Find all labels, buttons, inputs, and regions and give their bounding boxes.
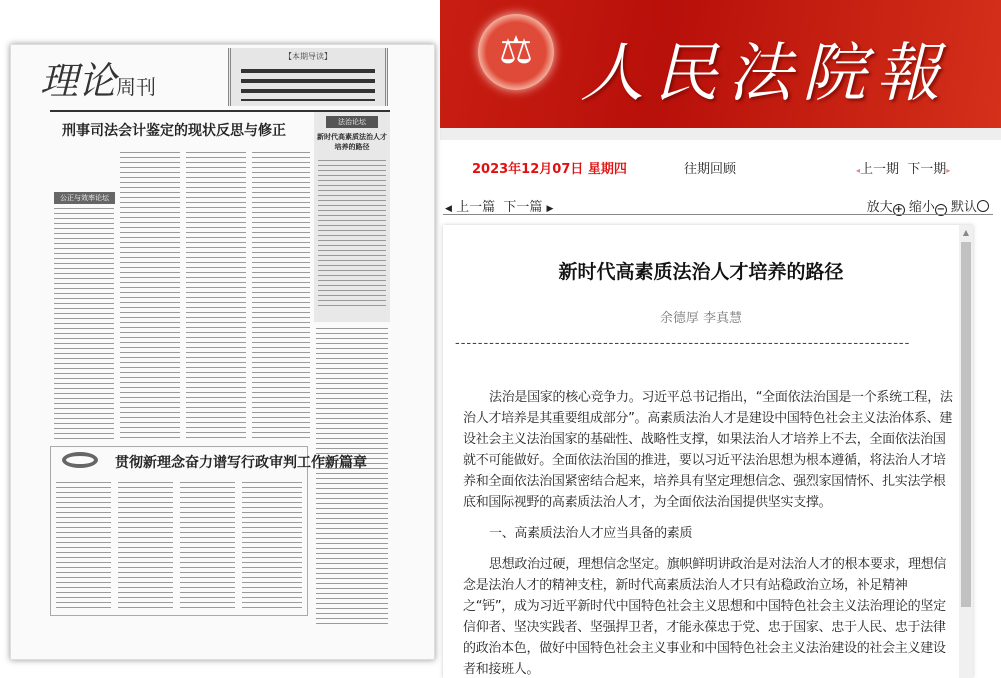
circle-icon	[977, 200, 989, 212]
section-heading: 一、高素质法治人才应当具备的素质	[489, 526, 693, 541]
triangle-right-icon: ▶	[546, 204, 554, 214]
past-issues-link[interactable]: 往期回顾	[684, 162, 737, 177]
paper-section-tag: 公正与效率论坛	[54, 192, 115, 204]
paragraph: 思想政治过硬，理想信念坚定。旗帜鲜明讲政治是对法治人才的根本要求，理想信念是法治人才的精神支柱，新时代高素质法治人才只有站稳政治立场，补足精神之“钙”，成为习近平新时代中国特色社会主义思想和中国特色社会主义法治理论的坚定信仰者、坚决实践者、坚强捍卫者，才能永葆忠于党、忠于国家、忠于人民、忠于法律的政治本色，做好中国特色社会主义事业和中国特色社会主义法治建设的社会主义建设者和接班人。	[463, 557, 947, 677]
prev-issue-link[interactable]: 上一期	[860, 162, 900, 177]
paper-column[interactable]	[316, 326, 388, 626]
paper-column[interactable]	[54, 206, 114, 442]
side-tag: 法治论坛	[326, 116, 378, 128]
eye-logo-icon	[62, 452, 98, 468]
zoom-out-button[interactable]: 缩小 −	[908, 200, 946, 215]
paper-headline-1[interactable]: 刑事司法会计鉴定的现状反思与修正	[62, 123, 286, 139]
prev-article-link[interactable]: 上一篇	[456, 200, 496, 215]
zoom-in-button[interactable]: 放大 +	[866, 200, 903, 215]
dashed-divider: --------------------------------------------------------------------------------	[455, 336, 911, 351]
paper-column[interactable]	[186, 150, 246, 440]
side-title[interactable]: 新时代高素质法治人才培养的路径	[317, 133, 387, 151]
article-authors: 余德厚 李真慧	[659, 311, 743, 326]
paper-headline-2[interactable]: 贯彻新理念奋力谱写行政审判工作新篇章	[115, 455, 367, 471]
arrow-right-icon: ▸	[946, 166, 951, 175]
article-title: 新时代高素质法治人才培养的路径	[558, 261, 844, 283]
banner-strip	[440, 128, 1001, 140]
font-size-controls	[867, 196, 989, 216]
article-body	[463, 387, 957, 678]
divider	[443, 214, 993, 215]
site-logo[interactable]: 人民法院報	[580, 37, 950, 111]
next-article-link[interactable]: 下一篇	[503, 200, 543, 215]
article-nav	[445, 196, 553, 215]
next-issue-link[interactable]: 下一期	[907, 162, 947, 177]
paper-column[interactable]	[242, 480, 302, 610]
article-panel	[443, 225, 973, 678]
issue-nav	[856, 158, 950, 177]
triangle-left-icon: ◀	[445, 204, 452, 214]
paper-column[interactable]	[118, 480, 173, 610]
paper-masthead: 理论周刊	[40, 59, 157, 103]
scrollbar-thumb[interactable]	[961, 242, 971, 607]
issue-date: 2023年12月07日 星期四	[472, 162, 627, 177]
minus-circle-icon: −	[936, 204, 946, 215]
court-emblem-icon: ⚖	[478, 14, 554, 90]
paper-column[interactable]	[120, 150, 180, 440]
paper-side-article[interactable]	[314, 112, 390, 322]
paragraph: 法治是国家的核心竞争力。习近平总书记指出，“全面依法治国是一个系统工程，法治人才培养是其重要组成部分”。高素质法治人才是建设中国特色社会主义法治体系、建设社会主义法治国家的基础性、战略性支撑，如果法治人才培养上不去，全面依法治国就不可能做好。全面依法治国的推进，要以习近平法治思想为根本遵循，将法治人才培养和全面依法治国紧密结合起来，培养具有坚定理想信念、强烈家国情怀、扎实法学根底和国际视野的高素质法治人才，为全面依法治国提供坚实支撑。	[463, 390, 953, 510]
default-size-button[interactable]: 默认	[951, 200, 989, 215]
paper-column[interactable]	[180, 480, 235, 610]
scroll-up-icon[interactable]: ▲	[962, 228, 970, 237]
scrollbar[interactable]	[959, 225, 973, 678]
plus-circle-icon: +	[894, 204, 903, 215]
paper-guide[interactable]: 【本期导读】	[228, 48, 388, 106]
paper-column[interactable]	[252, 150, 310, 440]
paper-column[interactable]	[56, 480, 111, 610]
site-banner	[440, 0, 1001, 128]
arrow-left-icon: ◂	[856, 166, 861, 175]
